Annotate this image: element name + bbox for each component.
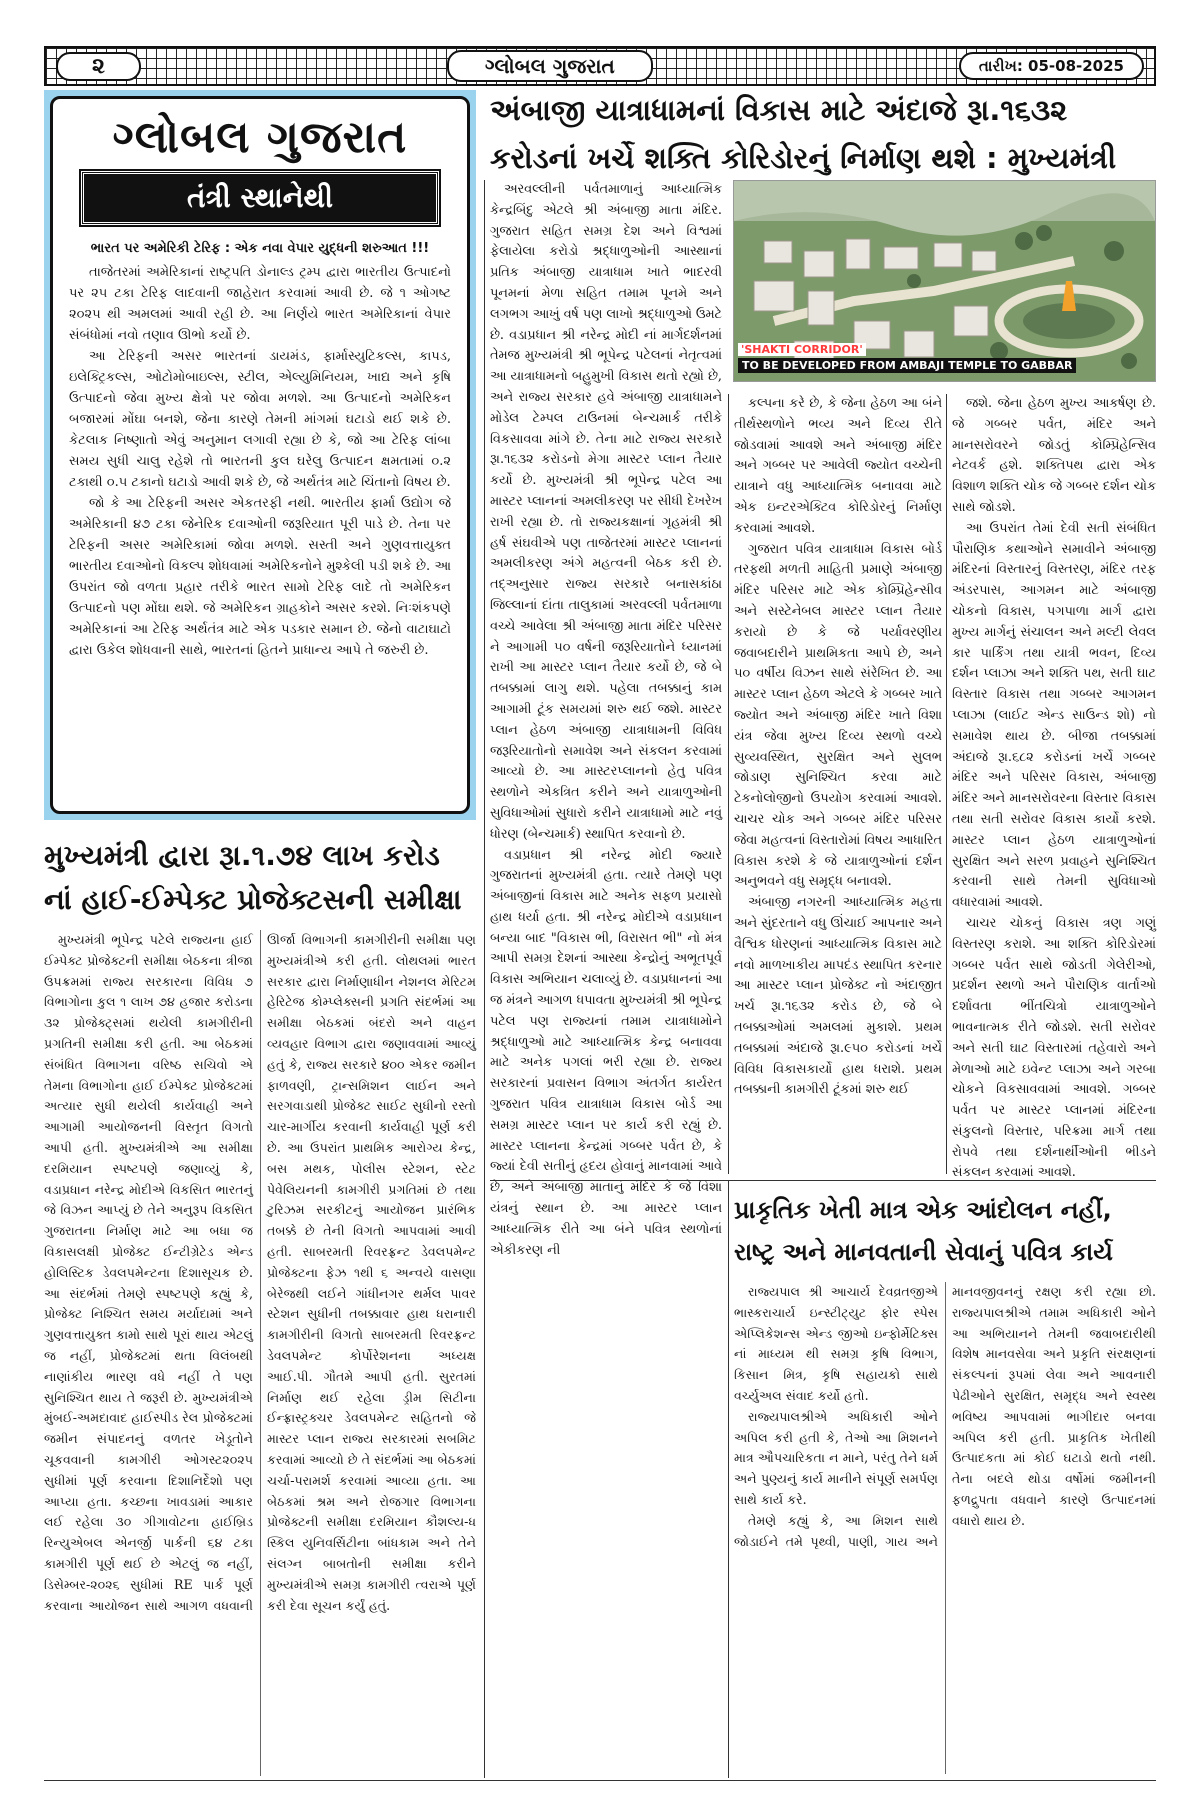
main-article-column-1 xyxy=(490,180,722,1258)
main-article-paragraph: કલ્પના કરે છે, કે જેના હેઠળ આ બંને તીર્થસ્થળોને ભવ્ય અને દિવ્ય રીતે જોડવામાં આવશે અને અંબાજી મંદિર અને ગબ્બર પર આવેલી જ્યોત વચ્ચેની યાત્રાને વધુ આધ્યાત્મિક બનાવવા માટે એક ઇન્ટરએક્ટિવ કોરિડોરનું નિર્માણ કરવામાં આવશે. xyxy=(734,396,942,536)
masthead xyxy=(44,46,1156,86)
main-article-paragraph: અંબાજી નગરની આધ્યાત્મિક મહત્તા અને સુંદરતાને વધુ ઊંચાઈ આપનાર અને વૈશ્વિક ધોરણનાં આધ્યાત્મિક વિકાસ માટે નવો માળખાકીય માપદંડ સ્થાપિત કરનાર આ માસ્ટર પ્લાન પ્રોજેક્ટ નો અંદાજીત ખર્ચ રૂા.૧૬૩૨ કરોડ છે, જે બે તબક્કાઓમાં અમલમાં મુકાશે. પ્રથમ તબક્કામાં અંદાજે રૂા.૯૫૦ કરોડનાં ખર્ચે વિવિધ વિકાસકાર્યો હાથ ધરાશે. પ્રથમ તબક્કાની કામગીરી ટૂંકમાં શરુ થઈ xyxy=(734,895,942,1098)
main-article-paragraph: આ ઉપરાંત તેમાં દેવી સતી સંબંધિત પૌરાણિક કથાઓને સમાવીને અંબાજી મંદિરનાં વિસ્તારનું વિસ્તરણ, મંદિર તરફ અંડરપાસ, આગમન માટે અંબાજી ચોકનો વિકાસ, પગપાળા માર્ગ દ્વારા મુખ્ય માર્ગનું સંચાલન અને મલ્ટી લેવલ કાર પાર્કિંગ તથા યાત્રી ભવન, દિવ્ય દર્શન પ્લાઝા અને શક્તિ પથ, સતી ઘાટ વિસ્તાર વિકાસ તથા ગબ્બર આગમન પ્લાઝા (લાઈટ એન્ડ સાઉન્ડ શો) નો સમાવેશ થાય છે. બીજા તબક્કામાં અંદાજે રૂા.૬૮૨ કરોડનાં ખર્ચે ગબ્બર મંદિર અને પરિસર વિકાસ, અંબાજી મંદિર અને માનસરોવરના વિસ્તાર વિકાસ તથા સતી સરોવર વિકાસ કાર્યો કરશે. માસ્ટર પ્લાન હેઠળ યાત્રાળુઓનાં સુરક્ષિત અને સરળ પ્રવાહને સુનિશ્ચિત કરવાની સાથે તેમની સુવિધાઓ વધારવામાં આવશે. xyxy=(952,520,1156,911)
cm-article-body xyxy=(44,930,476,1776)
editorial-paragraph: આ ટેરિફની અસર ભારતનાં ડાયમંડ, ફાર્માસ્યુટિકલ્સ, કાપડ, ઇલેક્ટ્રિકલ્સ, ઓટોમોબાઇલ્સ, સ્ટીલ, એલ્યુમિનિયમ, ખાદ્ય અને કૃષિ ઉત્પાદનો જેવા મુખ્ય ક્ષેત્રો પર જોવા મળશે. આ ઉત્પાદનો અમેરિકન બજારમાં મોંઘા બનશે, જેના કારણે તેમની માંગમાં ઘટાડો થઈ શકે છે. કેટલાક નિષ્ણાતો એવું અનુમાન લગાવી રહ્યા છે કે, જો આ ટેરિફ લાંબા સમય સુધી ચાલુ રહેશે તો ભારતની કુલ ઘરેલુ ઉત્પાદન ક્ષમતામાં ૦.૨ ટકાથી ૦.૫ ટકાનો ઘટાડો આવી શકે છે, જે અર્થતંત્ર માટે ચિંતાનો વિષય છે. xyxy=(69,349,451,490)
main-article-paragraph: અરવલ્લીની પર્વતમાળાનું આધ્યાત્મિક કેન્દ્રબિંદુ એટલે શ્રી અંબાજી માતા મંદિર. ગુજરાત સહિત સમગ્ર દેશ અને વિશ્વમાં ફેલાયેલા કરોડો શ્રદ્ધાળુઓની આસ્થાનાં પ્રતિક અંબાજી યાત્રાધામ ખાતે ભાદરવી પૂનમનાં મેળા સહિત તમામ પૂનમે અને લગભગ આખું વર્ષ પણ લાખો શ્રદ્ધાળુઓ ઉમટે છે. વડાપ્રધાન શ્રી નરેન્દ્ર મોદી નાં માર્ગદર્શનમાં તેમજ મુખ્યમંત્રી શ્રી ભૂપેન્દ્ર પટેલનાં નેતૃત્વમાં આ યાત્રાધામનો બહુમુખી વિકાસ થતો રહ્યો છે, અને રાજ્ય સરકાર હવે અંબાજી યાત્રાધામને મોડેલ ટેમ્પલ ટાઉનમાં બેન્ચમાર્ક તરીકે વિકસાવવા માંગે છે. તેના માટે રાજ્ય સરકારે રૂા.૧૬૩૨ કરોડનો મેગા માસ્ટર પ્લાન તૈયાર કર્યો છે. મુખ્યમંત્રી શ્રી ભૂપેન્દ્ર પટેલ આ માસ્ટર પ્લાનનાં અમલીકરણ પર સીધી દેખરેખ રાખી રહ્યા છે. તો રાજ્યકક્ષાનાં ગૃહમંત્રી શ્રી હર્ષ સંઘવીએ પણ તાજેતરમાં માસ્ટર પ્લાનનાં અમલીકરણ અંગે મહત્વની બેઠક કરી છે. તદ્અનુસાર રાજ્ય સરકારે બનાસકાંઠા જિલ્લાનાં દાંતા તાલુકામાં અરવલ્લી પર્વતમાળા વચ્ચે આવેલા શ્રી અંબાજી માતા મંદિર પરિસર ને આગામી ૫૦ વર્ષની જરૂરિયાતોને ધ્યાનમાં રાખી આ માસ્ટર પ્લાન તૈયાર કર્યો છે, જે બે તબક્કામાં લાગુ થશે. પહેલા તબક્કાનું કામ આગામી ટૂંક સમયમાં શરુ થઈ જશે. માસ્ટર પ્લાન હેઠળ અંબાજી યાત્રાધામની વિવિધ જરૂરિયાતોનો સમાવેશ અને સંકલન કરવામાં આવ્યો છે. આ માસ્ટરપ્લાનનો હેતુ પવિત્ર સ્થળોને એકત્રિત કરીને અને યાત્રાળુઓની સુવિધાઓમાં સુધારો કરીને યાત્રાધામો માટે નવું ધોરણ (બેન્ચમાર્ક) સ્થાપિત કરવાનો છે. xyxy=(490,182,722,842)
page-bottom-rule xyxy=(44,1780,1156,1781)
cm-article-paragraph: મુખ્યમંત્રી ભૂપેન્દ્ર પટેલે રાજ્યના હાઈ ઈમ્પેક્ટ પ્રોજેક્ટની સમીક્ષા બેઠકના ત્રીજા ઉપક્રમમાં રાજ્ય સરકારના વિવિધ ૭ વિભાગોના કુલ ૧ લાખ ૭૪ હજાર કરોડના ૩૨ પ્રોજેક્ટ્સમાં થયેલી કામગીરીની પ્રગતિની સમીક્ષા કરી હતી. આ બેઠકમાં સંબંધિત વિભાગના વરિષ્ઠ સચિવો એ તેમના વિભાગોના હાઈ ઈમ્પેક્ટ પ્રોજેક્ટમાં અત્યાર સુધી થયેલી કાર્યવાહી અને આગામી આયોજનની વિસ્તૃત વિગતો આપી હતી. મુખ્યમંત્રીએ આ સમીક્ષા દરમિયાન સ્પષ્ટપણે જણાવ્યું કે, વડાપ્રધાન નરેન્દ્ર મોદીએ વિકસિત ભારતનું જે વિઝન આપ્યું છે તેને અનુરૂપ વિકસિત ગુજરાતના નિર્માણ માટે આ બધા જ વિકાસલક્ષી પ્રોજેક્ટ ઈન્ટીગ્રેટેડ એન્ડ હોલિસ્ટિક ડેવલપમેન્ટના દિશાસૂચક છે. આ સંદર્ભમાં તેમણે સ્પષ્ટપણે કહ્યું કે, પ્રોજેક્ટ નિશ્ચિત સમય મર્યાદામાં અને ગુણવત્તાયુક્ત કામો સાથે પૂરાં થાય એટલું જ નહીં, પ્રોજેક્ટમાં થતા વિલંબથી નાણાંકીય ભારણ વધે નહીં તે પણ સુનિશ્ચિત થાય તે જરૂરી છે. મુખ્યમંત્રીએ મુંબઈ-અમદાવાદ હાઈસ્પીડ રેલ પ્રોજેક્ટમાં જમીન સંપાદનનું વળતર ખેડૂતોને ચૂકવવાની કામગીરી ઓગસ્ટ૨૦૨૫ સુધીમાં પૂર્ણ કરવાના દિશાનિર્દેશો પણ આપ્યા હતા. કચ્છના ખાવડામાં આકાર લઈ રહેલા ૩૦ ગીગાવોટના હાઈબ્રિડ રિન્યુએબલ એનર્જી પાર્કની ૬૪ ટકા કામગીરી પૂર્ણ થઈ છે એટલું જ નહીં, ડિસેમ્બર-૨૦૨૬ સુધીમાં RE પાર્ક પૂર્ણ કરવાના આયોજન સાથે આગળ વધવાની ઊર્જા વિભાગની કામગીરીની સમીક્ષા પણ મુખ્યમંત્રીએ કરી હતી. લોથલમાં ભારત સરકાર દ્વારા નિર્માણાધીન નેશનલ મેરિટમ હેરિટેજ કોમ્પ્લેક્સની પ્રગતિ સંદર્ભમાં આ સમીક્ષા બેઠકમાં બંદરો અને વાહન વ્યવહાર વિભાગ દ્વારા જણાવવામાં આવ્યું હતું કે, રાજ્ય સરકારે ૪૦૦ એકર જમીન ફાળવણી, ટ્રાન્સમિશન લાઈન અને સરગવાડાથી પ્રોજેક્ટ સાઈટ સુધીનો રસ્તો ચાર-માર્ગીય કરવાની કાર્યવાહી પૂર્ણ કરી છે. આ ઉપરાંત પ્રાથમિક આરોગ્ય કેન્દ્ર, બસ મથક, પોલીસ સ્ટેશન, સ્ટેટ પેવેલિયનની કામગીરી પ્રગતિમાં છે તથા ટુરિઝમ સરકીટનું આયોજન પ્રારંભિક તબક્કે છે તેની વિગતો આપવામાં આવી હતી. સાબરમતી રિવરફ્રન્ટ ડેવલપમેન્ટ પ્રોજેક્ટના ફેઝ ૧થી ૬ અન્વયે વાસણા બેરેજથી લઈને ગાંધીનગર થર્મલ પાવર સ્ટેશન સુધીની તબક્કાવાર હાથ ધરાનારી કામગીરીની વિગતો સાબરમતી રિવરફ્રન્ટ ડેવલપમેન્ટ કોર્પોરેશનના અધ્યક્ષ આઈ.પી. ગૌતમે આપી હતી. સુરતમાં નિર્માણ થઈ રહેલા ડ્રીમ સિટીના ઈન્ફ્રાસ્ટ્રક્ચર ડેવલપમેન્ટ સહિતનો જે માસ્ટર પ્લાન રાજ્ય સરકારમાં સબમિટ કરવામાં આવ્યો છે તે સંદર્ભમાં આ બેઠકમાં ચર્ચા-પરામર્શ કરવામાં આવ્યા હતા. આ બેઠકમાં શ્રમ અને રોજગાર વિભાગના પ્રોજેક્ટની સમીક્ષા દરમિયાન કૌશલ્ય-ધ સ્કિલ યુનિવર્સિટીના બાંધકામ અને તેને સંલગ્ન બાબતોની સમીક્ષા કરીને મુખ્યમંત્રીએ સમગ્ર કામગીરી ત્વરાએ પૂર્ણ કરી દેવા સૂચન કર્યું હતું. xyxy=(44,932,476,1613)
nf-article-headline: પ્રાકૃતિક ખેતી માત્ર એક આંદોલન નહીં, રાષ્ટ્ર અને માનવતાની સેવાનું પવિત્ર કાર્ય xyxy=(734,1196,1113,1266)
editorial-headline: ભારત પર અમેરિકી ટેરિફ : એક નવા વેપાર યુદ્ધની શરુઆત !!! xyxy=(90,241,430,256)
column-rule xyxy=(728,1180,729,1778)
column-rule xyxy=(728,394,729,1174)
page-number: ૨ xyxy=(56,52,141,81)
nf-article-paragraph: તેમણે કહ્યું કે, આ મિશન સાથે જોડાઈને તમે પૃથ્વી, પાણી, ગાય અને માનવજીવનનું રક્ષણ કરી રહ્યા છો. રાજ્યપાલશ્રીએ તમામ અધિકારી ઓને આ અભિયાનને તેમની જવાબદારીથી વિશેષ માનવસેવા અને પ્રકૃતિ સંરક્ષણનાં સંકલ્પનાં રૂપમાં લેવા અને આવનારી પેઢીઓને સુરક્ષિત, સમૃદ્ધ અને સ્વસ્થ ભવિષ્ય આપવામાં ભાગીદાર બનવા અપિલ કરી હતી. પ્રાકૃતિક ખેતીથી ઉત્પાદકતા માં કોઈ ઘટાડો થતો નથી. તેના બદલે થોડા વર્ષોમાં જમીનની ફળદ્રુપતા વધવાને કારણે ઉત્પાદનમાં વધારો થાય છે. xyxy=(734,1284,1156,1549)
caption-subtitle: TO BE DEVELOPED FROM AMBAJI TEMPLE TO GABBAR xyxy=(738,358,1076,373)
cm-article-headline: મુખ્યમંત્રી દ્વારા રૂા.૧.૭૪ લાખ કરોડ નાં હાઈ-ઈમ્પેક્ટ પ્રોજેક્ટસની સમીક્ષા xyxy=(44,839,462,916)
editorial-frame xyxy=(44,90,476,820)
section-divider xyxy=(490,1180,1156,1181)
date-label: તારીખ: 05-08-2025 xyxy=(959,52,1144,80)
editorial-brand: ગ્લોબલ ગુજરાત xyxy=(112,112,408,163)
editorial-paragraph: તાજેતરમાં અમેરિકાનાં રાષ્ટ્રપતિ ડોનાલ્ડ ટ્રમ્પ દ્વારા ભારતીય ઉત્પાદનો પર ૨૫ ટકા ટેરિફ લાદવાની જાહેરાત કરવામાં આવી છે. જે ૧ ઓગષ્ટ ૨૦૨૫ થી અમલમાં આવી રહી છે. આ નિર્ણયે ભારત અમેરિકાનાં વેપાર સંબંધોમાં નવો તણાવ ઊભો કર્યો છે. xyxy=(69,265,451,343)
main-article-paragraph: વડાપ્રધાન શ્રી નરેન્દ્ર મોદી જ્યારે ગુજરાતનાં મુખ્યમંત્રી હતા. ત્યારે તેમણે પણ અંબાજીનાં વિકાસ માટે અનેક સફળ પ્રયાસો હાથ ધર્યા હતા. શ્રી નરેન્દ્ર મોદીએ વડાપ્રધાન બન્યા બાદ "વિકાસ ભી, વિરાસત ભી" નો મંત્ર આપી સમગ્ર દેશનાં આસ્થા કેન્દ્રોનું અભૂતપૂર્વ વિકાસ અભિયાન ચલાવ્યું છે. વડાપ્રધાનનાં આ જ મંત્રને આગળ ધપાવતા મુખ્યમંત્રી શ્રી ભૂપેન્દ્ર પટેલ પણ રાજ્યનાં તમામ યાત્રાધામોને શ્રદ્ધાળુઓ માટે આધ્યાત્મિક કેન્દ્ર બનાવવા માટે અનેક પગલાં ભરી રહ્યા છે. રાજ્ય સરકારનાં પ્રવાસન વિભાગ અંતર્ગત કાર્યરત ગુજરાત પવિત્ર યાત્રાધામ વિકાસ બોર્ડ આ સમગ્ર માસ્ટર પ્લાન પર કાર્ય કરી રહ્યું છે. માસ્ટર પ્લાનના કેન્દ્રમાં ગબ્બર પર્વત છે, કે જ્યાં દેવી સતીનું હૃદય હોવાનું માનવામાં આવે છે, અને અંબાજી માતાનું મંદિર કે જે વિશા યંત્રનું સ્થાન છે. આ માસ્ટર પ્લાન આધ્યાત્મિક રીતે આ બંને પવિત્ર સ્થળોનાં એકીકરણ ની xyxy=(490,847,722,1258)
editorial-box xyxy=(50,96,470,814)
aerial-corridor-photo xyxy=(733,180,1156,382)
main-article-paragraph: જશે. જેના હેઠળ મુખ્ય આકર્ષણ છે. જે ગબ્બર પર્વત, મંદિર અને માનસરોવરને જોડતું કોમ્પ્રિહેન્સિવ નેટવર્ક હશે. શક્તિપથ દ્વારા એક વિશાળ શક્તિ ચોક જે ગબ્બર દર્શન ચોક સાથે જોડશે. xyxy=(952,396,1156,515)
paper-name: ગ્લોબલ ગુજરાત xyxy=(447,50,653,82)
editorial-paragraph: જો કે આ ટેરિફની અસર એકતરફી નથી. ભારતીય ફાર્મા ઉદ્યોગ જે અમેરિકાની ૪૭ ટકા જેનેરિક દવાઓની જરૂરિયાત પૂરી પાડે છે. તેના પર ટેરિફની અસર અમેરિકામાં જોવા મળશે. સસ્તી અને ગુણવત્તાયુક્ત ભારતીય દવાઓનો વિકલ્પ શોધવામાં અમેરિકનોને મુશ્કેલી પડી શકે છે. આ ઉપરાંત જો વળતા પ્રહાર તરીકે ભારત સામો ટેરિફ લાદે તો અમેરિકન ઉત્પાદનો પણ મોંઘા થશે. જે અમેરિકન ગ્રાહકોને અસર કરશે. નિઃશંકપણે અમેરિકાનાં આ ટેરિફ અર્થતંત્ર માટે એક પડકાર સમાન છે. જેનો વાટાઘાટો દ્વારા ઉકેલ શોધવાની સાથે, ભારતનાં હિતને પ્રાધાન્ય આપે તે જરુરી છે. xyxy=(69,496,451,658)
main-article-paragraph: ગુજરાત પવિત્ર યાત્રાધામ વિકાસ બોર્ડ તરફથી મળતી માહિતી પ્રમાણે અંબાજી મંદિર પરિસર માટે એક કોમ્પ્રિહેન્સીવ અને સસ્ટેનેબલ માસ્ટર પ્લાન તૈયાર કરાયો છે કે જે પર્યાવરણીય જવાબદારીને પ્રાથમિકતા આપે છે, અને ૫૦ વર્ષીય વિઝન સાથે સંરેખિત છે. આ માસ્ટર પ્લાન હેઠળ એટલે કે ગબ્બર ખાતે જ્યોત અને અંબાજી મંદિર ખાતે વિશા યંત્ર જેવા મુખ્ય દિવ્ય સ્થળો વચ્ચે સુવ્યવસ્થિત, સુરક્ષિત અને સુલભ જોડાણ સુનિશ્ચિત કરવા માટે ટેકનોલોજીનો ઉપયોગ કરવામાં આવશે. ચાચર ચોક અને ગબ્બર મંદિર પરિસર જેવા મહત્વનાં વિસ્તારોમાં વિષય આધારિત વિકાસ કરશે કે જે યાત્રાળુઓનાં દર્શન અનુભવને વધુ સમૃદ્ધ બનાવશે. xyxy=(734,541,942,890)
main-article-paragraph: ચાચર ચોકનું વિકાસ ત્રણ ગણું વિસ્તરણ કરાશે. આ શક્તિ કોરિડોરમાં ગબ્બર પર્વત સાથે જોડતી ગેલેરીઓ, પ્રદર્શન સ્થળો અને પૌરાણિક વાર્તાઓ દર્શાવતા ભીંતચિત્રો યાત્રાળુઓને ભાવનાત્મક રીતે જોડશે. સતી સરોવર અને સતી ઘાટ વિસ્તારમાં તહેવારો અને મેળાઓ માટે ઇવેન્ટ પ્લાઝા અને ગરબા ચોકને વિકસાવવામાં આવશે. ગબ્બર પર્વત પર માસ્ટર પ્લાનમાં મંદિરના સંકુલનો વિસ્તાર, પરિક્રમા માર્ગ તથા રોપવે તથા દર્શનાર્થીઓની ભીડને સંકલન કરવામાં આવશે. xyxy=(952,915,1156,1181)
main-article-column-2 xyxy=(734,394,942,1178)
editorial-banner: તંત્રી સ્થાનેથી xyxy=(81,171,439,225)
column-rule xyxy=(946,394,947,1174)
nf-article-paragraph: રાજ્યપાલશ્રીએ અધિકારી ઓને અપિલ કરી હતી કે, તેઓ આ મિશનને માત્ર ઔપચારિકતા ન માને, પરંતુ તેને ધર્મ અને પુણ્યનું કાર્ય માનીને સંપૂર્ણ સમર્પણ સાથે કાર્ય કરે. xyxy=(734,1408,938,1507)
column-rule xyxy=(484,180,485,1778)
main-article-headline: અંબાજી યાત્રાધામનાં વિકાસ માટે અંદાજે રૂા.૧૬૩૨ કરોડનાં ખર્ચે શક્તિ કોરિડોરનું નિર્માણ થશે : મુખ્યમંત્રી xyxy=(490,93,1117,175)
nf-article-body xyxy=(734,1282,1156,1774)
caption-title: 'SHAKTI CORRIDOR' xyxy=(738,343,866,356)
main-article-column-3 xyxy=(952,394,1156,1181)
photo-caption xyxy=(738,343,1076,373)
nf-article-paragraph: રાજ્યપાલ શ્રી આચાર્ય દેવવ્રતજીએ ભાસ્કરાચાર્ય ઇન્સ્ટીટ્યુટ ફોર સ્પેસ એપ્લિકેશન્સ એન્ડ જીઓ ઇન્ફોર્મેટિક્સ નાં માધ્યમ થી સમગ્ર કૃષિ વિભાગ, કિસાન મિત્ર, કૃષિ સહાયકો સાથે વર્ચ્યુઅલ સંવાદ કર્યો હતો. xyxy=(734,1284,938,1403)
